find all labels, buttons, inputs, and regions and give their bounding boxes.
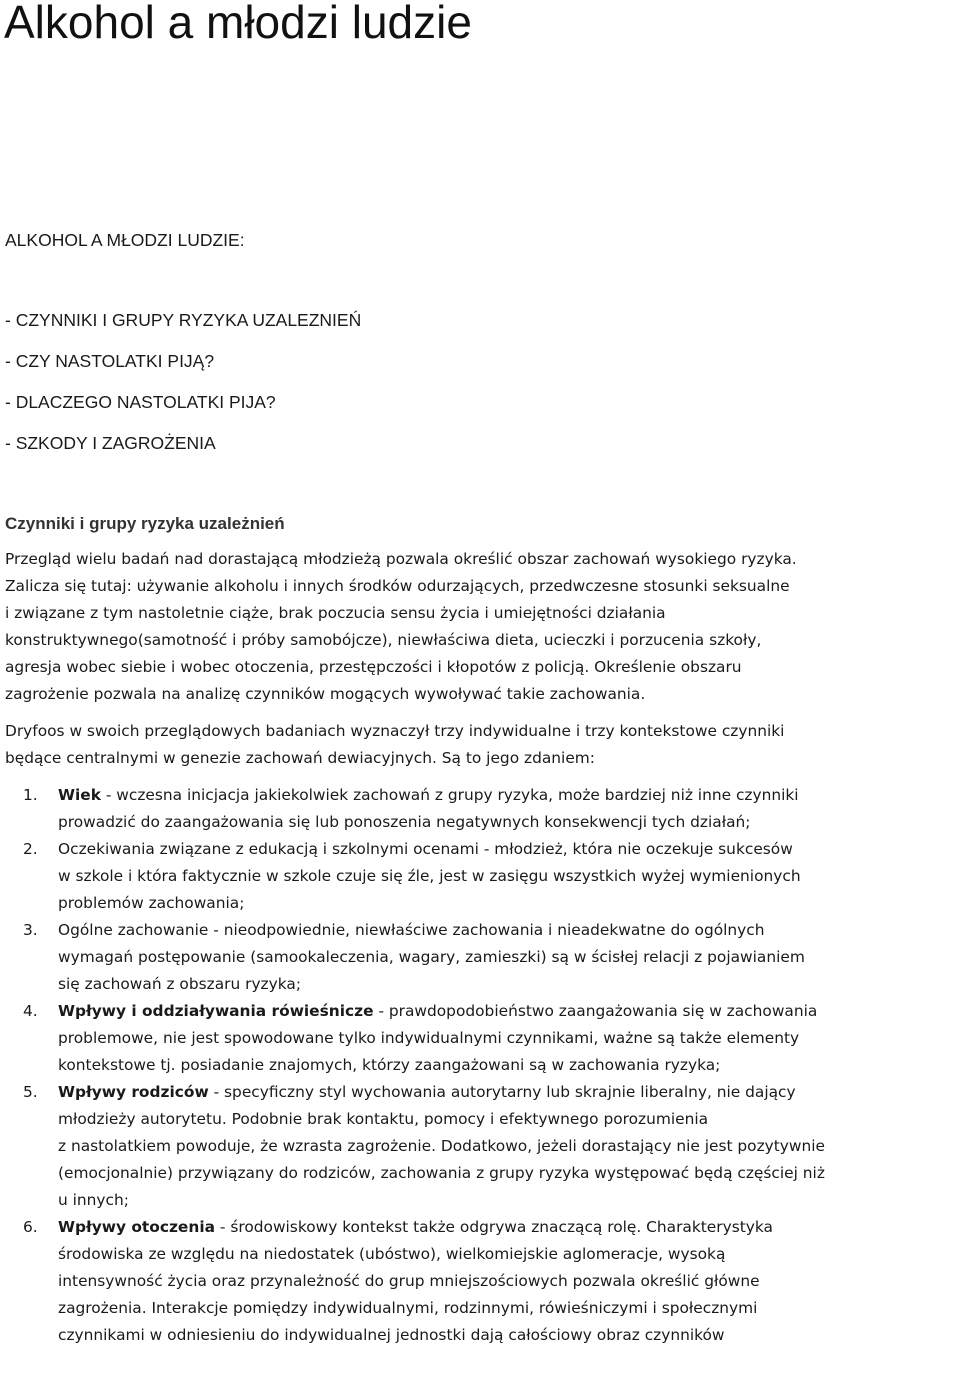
factor-line: z nastolatkiem powoduje, że wzrasta zagrożenie. Dodatkowo, jeżeli dorastający nie jest pozytywnie: [58, 1137, 825, 1155]
factor-number: 5.: [23, 1083, 38, 1101]
factor-number: 3.: [23, 921, 38, 939]
factor-text: - prawdopodobieństwo zaangażowania się w zachowania: [373, 1002, 818, 1020]
toc-item: - DLACZEGO NASTOLATKI PIJA?: [5, 392, 276, 412]
factor-item: [5, 998, 960, 1079]
paragraph-line: Dryfoos w swoich przeglądowych badaniach wyznaczył trzy indywidualne i trzy kontekstowe czynniki: [5, 722, 785, 740]
factor-item: [5, 782, 960, 836]
factor-text: - środowiskowy kontekst także odgrywa znaczącą rolę. Charakterystyka: [215, 1218, 773, 1236]
article-section: [5, 510, 960, 1349]
factor-text: - specyficzny styl wychowania autorytarny lub skrajnie liberalny, nie dający: [208, 1083, 796, 1101]
toc-item: - CZYNNIKI I GRUPY RYZYKA UZALEZNIEŃ: [5, 310, 362, 330]
toc-heading: ALKOHOL A MŁODZI LUDZIE:: [5, 230, 245, 250]
factor-line: problemowe, nie jest spowodowane tylko indywidualnymi czynnikami, ważne są także elementy: [58, 1029, 800, 1047]
factor-item: [5, 1079, 960, 1214]
factor-item: [5, 917, 960, 998]
factor-line: [58, 1214, 960, 1241]
factor-line: czynnikami w odniesieniu do indywidualnej jednostki dają całościowy obraz czynników: [58, 1326, 725, 1344]
factor-text: Ogólne zachowanie - nieodpowiednie, niewłaściwe zachowania i nieadekwatne do ogólnych: [58, 921, 765, 939]
toc-item: - SZKODY I ZAGROŻENIA: [5, 433, 216, 453]
factor-line: [58, 782, 960, 809]
toc-item: - CZY NASTOLATKI PIJĄ?: [5, 351, 215, 371]
page-title: Alkohol a młodzi ludzie: [4, 0, 472, 48]
factor-line: zagrożenia. Interakcje pomiędzy indywidualnymi, rodzinnymi, rówieśniczymi i społecznymi: [58, 1299, 758, 1317]
factor-line: młodzieży autorytetu. Podobnie brak kontaktu, pomocy i efektywnego porozumienia: [58, 1110, 709, 1128]
factor-line: środowiska ze względu na niedostatek (ubóstwo), wielkomiejskie aglomeracje, wysoką: [58, 1245, 726, 1263]
paragraph-line: konstruktywnego(samotność i próby samobójcze), niewłaściwa dieta, ucieczki i porzucenia szkoły,: [5, 631, 762, 649]
factor-line: [58, 917, 960, 944]
factors-list: [5, 782, 960, 1349]
toc-list: [5, 308, 361, 472]
section-heading: Czynniki i grupy ryzyka uzależnień: [5, 514, 285, 533]
factor-term: Wpływy i oddziaływania rówieśnicze: [58, 1002, 374, 1020]
dryfoos-paragraph: [5, 718, 960, 772]
factor-number: 2.: [23, 840, 38, 858]
factor-item: [5, 1214, 960, 1349]
factor-number: 4.: [23, 1002, 38, 1020]
paragraph-line: i związane z tym nastoletnie ciąże, brak poczucia sensu życia i umiejętności działania: [5, 604, 666, 622]
factor-line: [58, 1079, 960, 1106]
paragraph-line: Przegląd wielu badań nad dorastającą młodzieżą pozwala określić obszar zachowań wysokiego ryzyka.: [5, 550, 797, 568]
factor-number: 1.: [23, 786, 38, 804]
factor-text: Oczekiwania związane z edukacją i szkolnymi ocenami - młodzież, która nie oczekuje sukcesów: [58, 840, 793, 858]
factor-line: [58, 998, 960, 1025]
factor-text: - wczesna inicjacja jakiekolwiek zachowań z grupy ryzyka, może bardziej niż inne czynniki: [100, 786, 799, 804]
factor-line: kontekstowe tj. posiadanie znajomych, którzy zaangażowani są w zachowania ryzyka;: [58, 1056, 721, 1074]
factor-line: u innych;: [58, 1191, 129, 1209]
factor-term: Wiek: [58, 786, 101, 804]
paragraph-line: będące centralnymi w genezie zachowań dewiacyjnych. Są to jego zdaniem:: [5, 749, 595, 767]
factor-term: Wpływy otoczenia: [58, 1218, 215, 1236]
factor-number: 6.: [23, 1218, 38, 1236]
paragraph-line: zagrożenie pozwala na analizę czynników mogących wywoływać takie zachowania.: [5, 685, 646, 703]
paragraph-line: Zalicza się tutaj: używanie alkoholu i innych środków odurzających, przedwczesne stosunki seksualne: [5, 577, 790, 595]
table-of-contents: [5, 228, 362, 453]
factor-line: [58, 836, 960, 863]
intro-paragraph: [5, 546, 960, 708]
factor-line: (emocjonalnie) przywiązany do rodziców, zachowania z grupy ryzyka występować będą częściej niż: [58, 1164, 825, 1182]
factor-line: się zachowań z obszaru ryzyka;: [58, 975, 302, 993]
factor-line: w szkole i która faktycznie w szkole czuje się źle, jest w zasięgu wszystkich wyżej wymienionych: [58, 867, 801, 885]
factor-line: problemów zachowania;: [58, 894, 245, 912]
factor-line: wymagań postępowanie (samookaleczenia, wagary, zamieszki) są w ścisłej relacji z pojawianiem: [58, 948, 805, 966]
factor-item: [5, 836, 960, 917]
factor-line: intensywność życia oraz przynależność do grup mniejszościowych pozwala określić główne: [58, 1272, 760, 1290]
factor-line: prowadzić do zaangażowania się lub ponoszenia negatywnych konsekwencji tych działań;: [58, 813, 751, 831]
paragraph-line: agresja wobec siebie i wobec otoczenia, przestępczości i kłopotów z policją. Określenie obszaru: [5, 658, 742, 676]
factor-term: Wpływy rodziców: [58, 1083, 209, 1101]
